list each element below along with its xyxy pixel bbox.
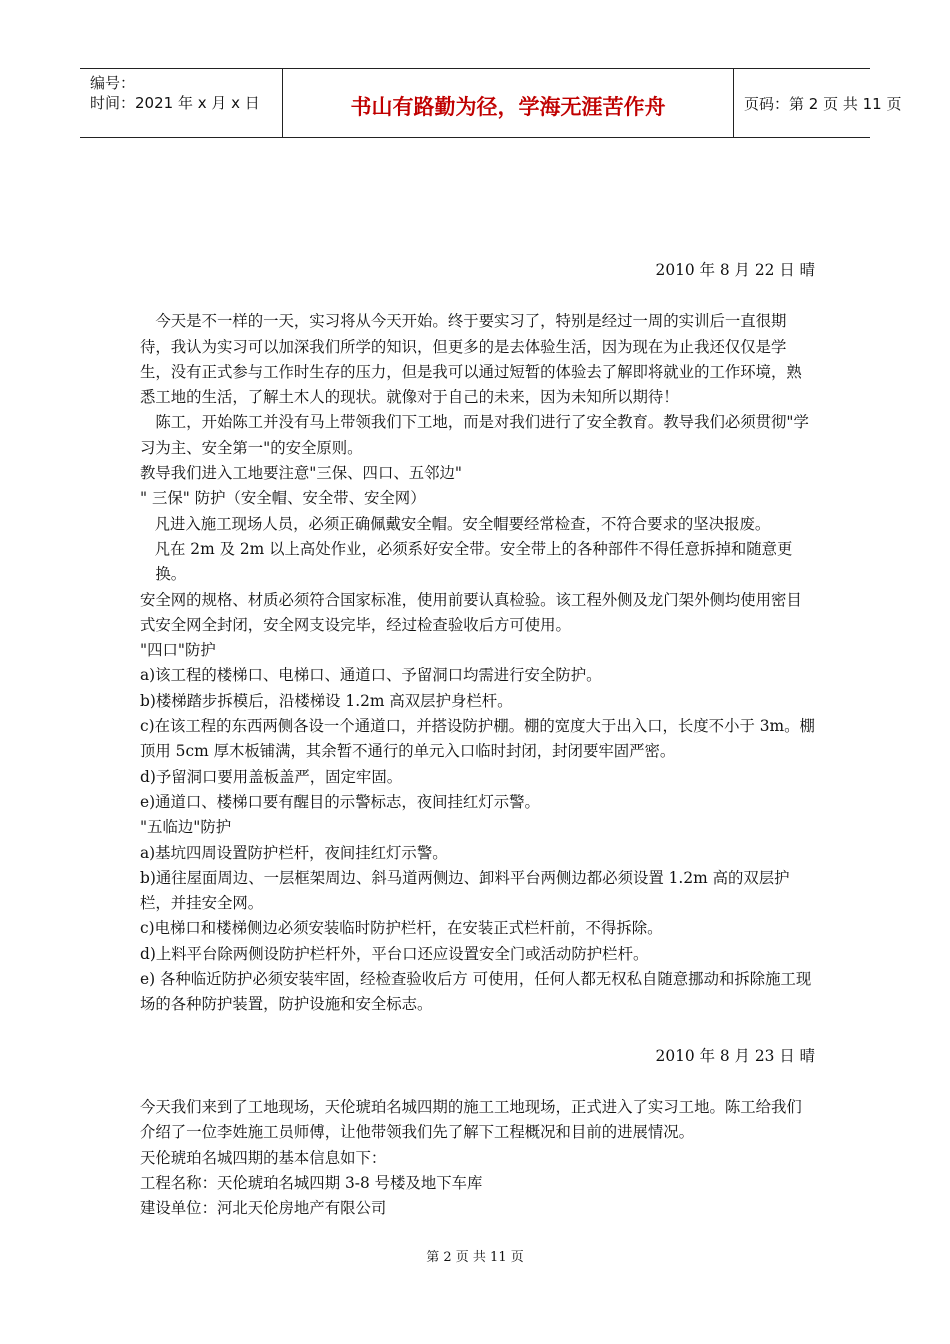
paragraph: 建设单位：河北天伦房地产有限公司 bbox=[140, 1199, 387, 1218]
list-item: c)在该工程的东西两侧各设一个通道口，并搭设防护棚。棚的宽度大于出入口，长度不小于 3m。棚顶用 5cm 厚木板铺满，其余暂不通行的单元入口临时封闭，封闭要牢固严密。 bbox=[140, 717, 815, 761]
document-body bbox=[140, 258, 815, 1221]
header-meta-cell bbox=[80, 69, 280, 137]
time-label: 时间：2021 年 x 月 x 日 bbox=[90, 94, 260, 112]
list-item: c)电梯口和楼梯侧边必须安装临时防护栏杆，在安装正式栏杆前，不得拆除。 bbox=[140, 919, 663, 938]
list-item: d)予留洞口要用盖板盖严，固定牢固。 bbox=[140, 767, 403, 786]
list-item: b)通往屋面周边、一层框架周边、斜马道两侧边、卸料平台两侧边都必须设置 1.2m 高的双层护栏，并挂安全网。 bbox=[140, 868, 790, 913]
entry-date: 2010 年 8 月 23 日 晴 bbox=[655, 1046, 815, 1065]
header-motto-cell bbox=[282, 69, 734, 137]
paragraph: 凡在 2m 及 2m 以上高处作业，必须系好安全带。安全带上的各种部件不得任意拆掉和随意更换。 bbox=[154, 539, 793, 584]
list-item: a)基坑四周设置防护栏杆，夜间挂红灯示警。 bbox=[140, 843, 448, 862]
page-footer: 第 2 页 共 11 页 bbox=[426, 1250, 524, 1265]
section-heading: "五临边"防护 bbox=[140, 818, 232, 837]
list-item: a)该工程的楼梯口、电梯口、通道口、予留洞口均需进行安全防护。 bbox=[140, 666, 602, 685]
paragraph: 陈工，开始陈工并没有马上带领我们下工地，而是对我们进行了安全教育。教导我们必须贯彻"学习为主、安全第一"的安全原则。 bbox=[140, 413, 809, 457]
list-item: e) 各种临近防护必须安装牢固，经检查验收后方 可使用，任何人都无权私自随意挪动和拆除施工现场的各种防护装置，防护设施和安全标志。 bbox=[140, 970, 812, 1014]
paragraph: 工程名称：天伦琥珀名城四期 3-8 号楼及地下车库 bbox=[140, 1173, 483, 1192]
list-item: e)通道口、楼梯口要有醒目的示警标志，夜间挂红灯示警。 bbox=[140, 792, 540, 811]
list-item: b)楼梯踏步拆模后，沿楼梯设 1.2m 高双层护身栏杆。 bbox=[140, 691, 513, 710]
list-item: d)上料平台除两侧设防护栏杆外，平台口还应设置安全门或活动防护栏杆。 bbox=[140, 944, 649, 963]
paragraph: 教导我们进入工地要注意"三保、四口、五邻边" bbox=[140, 464, 462, 483]
section-heading: " 三保" 防护（安全帽、安全带、安全网） bbox=[140, 489, 426, 508]
paragraph: 今天是不一样的一天，实习将从今天开始。终于要实习了，特别是经过一周的实训后一直很期待，我认为实习可以加深我们所学的知识，但更多的是去体验生活，因为现在为止我还仅仅是学生，没有正式参与工作时生存的压力，但是我可以通过短暂的体验去了解即将就业的工作环境，熟悉工地的生活，了解土木人的现状。就像对于自己的未来，因为未知所以期待！ bbox=[140, 312, 802, 407]
serial-number-label: 编号： bbox=[90, 74, 136, 92]
header-page-cell bbox=[734, 69, 902, 137]
header-page-info: 页码：第 2 页 共 11 页 bbox=[744, 95, 902, 113]
paragraph: 凡进入施工现场人员，必须正确佩戴安全帽。安全帽要经常检查，不符合要求的坚决报废。 bbox=[154, 514, 771, 533]
motto-text: 书山有路勤为径，学海无涯苦作舟 bbox=[350, 95, 666, 119]
section-heading: "四口"防护 bbox=[140, 641, 216, 660]
paragraph: 安全网的规格、材质必须符合国家标准，使用前要认真检验。该工程外侧及龙门架外侧均使用密目式安全网全封闭，安全网支设完毕，经过检查验收后方可使用。 bbox=[140, 590, 802, 634]
paragraph: 天伦琥珀名城四期的基本信息如下： bbox=[140, 1148, 387, 1167]
page-header bbox=[80, 68, 902, 138]
entry-date: 2010 年 8 月 22 日 晴 bbox=[655, 261, 815, 279]
paragraph: 今天我们来到了工地现场，天伦琥珀名城四期的施工工地现场，正式进入了实习工地。陈工给我们介绍了一位李姓施工员师傅，让他带领我们先了解下工程概况和目前的进展情况。 bbox=[140, 1097, 802, 1142]
